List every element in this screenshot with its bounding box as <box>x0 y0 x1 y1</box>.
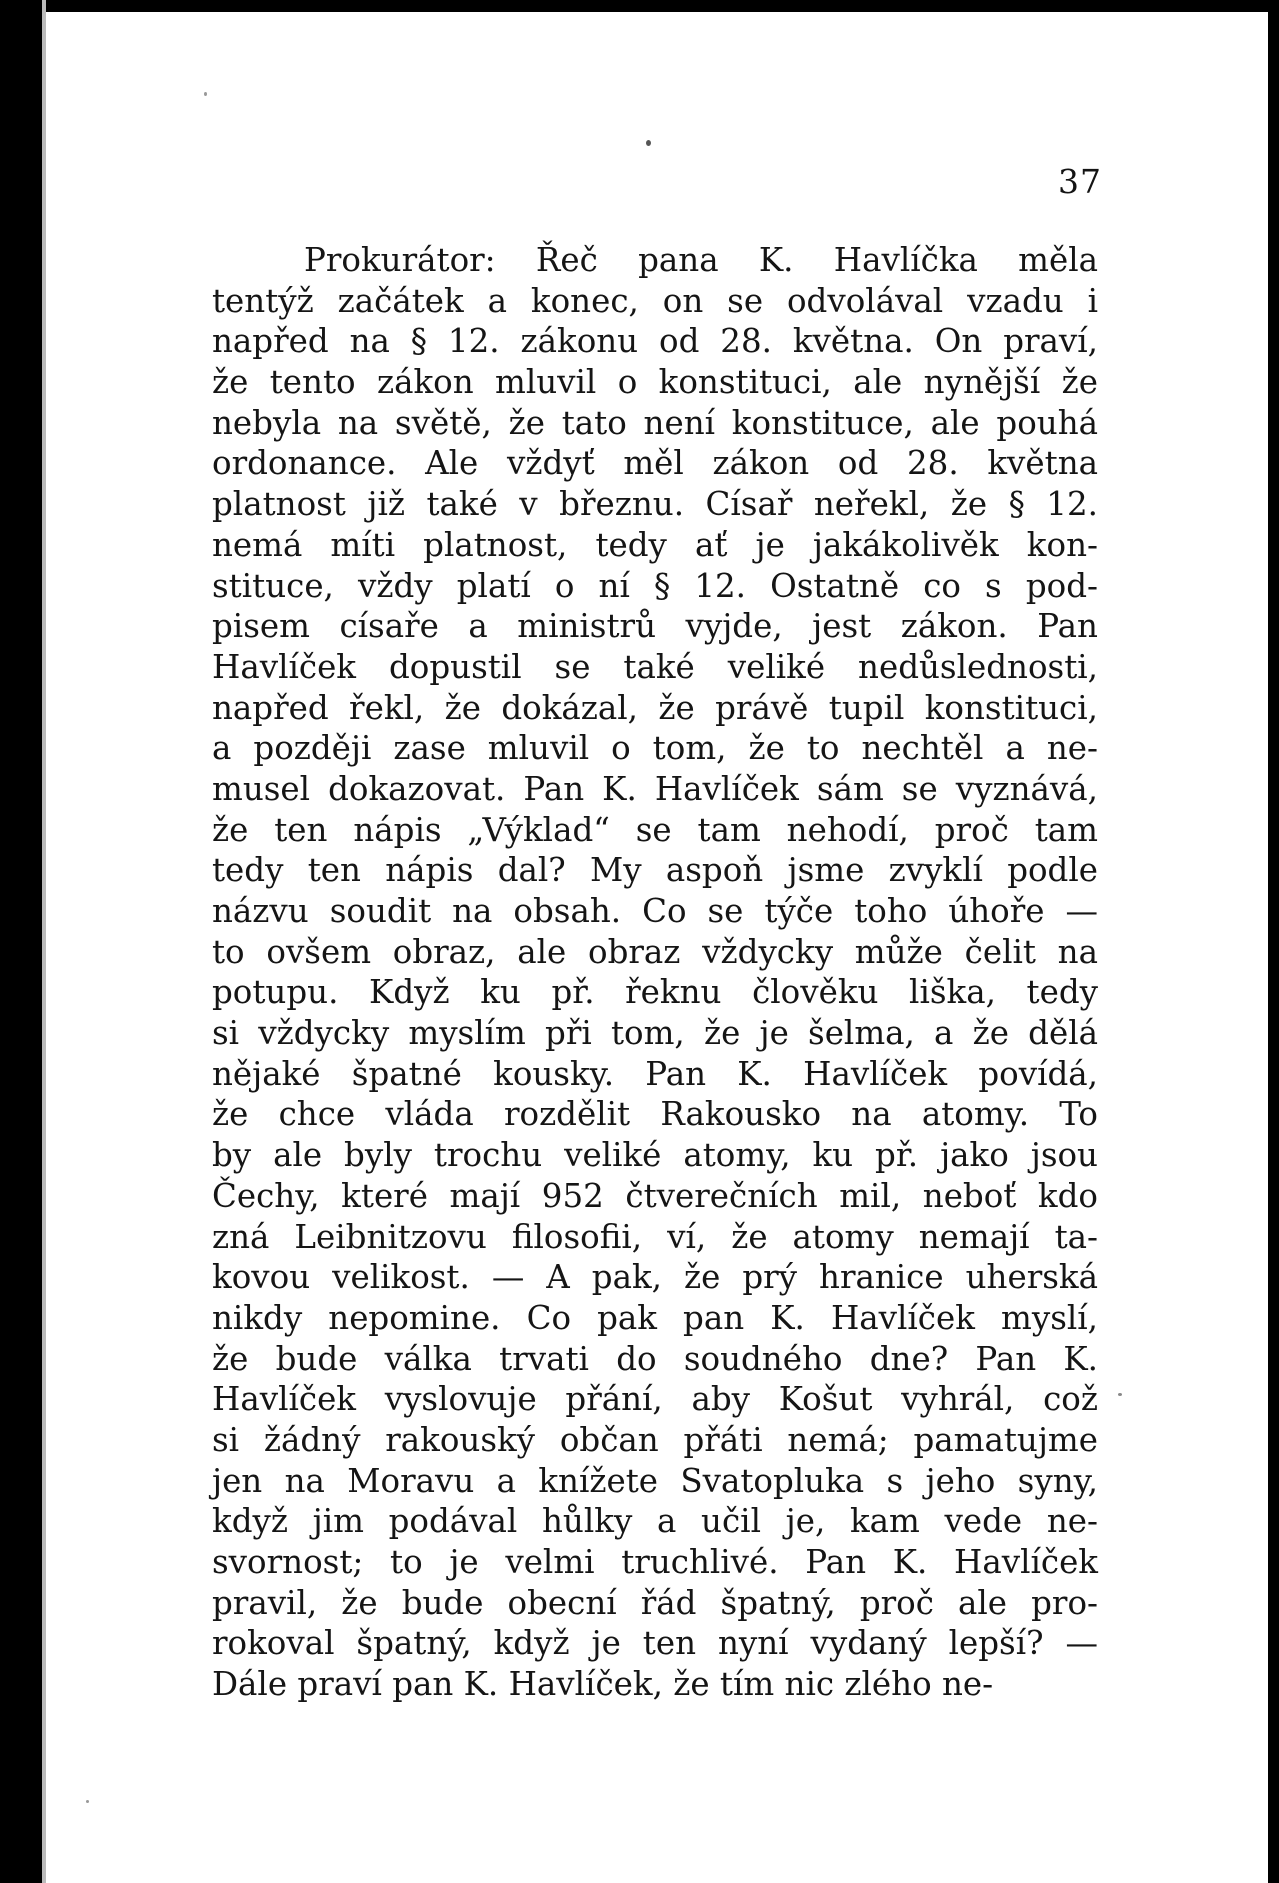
text-line: si vždycky myslím při tom, že je šelma, a že dělá <box>212 1014 1098 1053</box>
text-line: kovou velikost. — A pak, že prý hranice uherská <box>212 1258 1098 1297</box>
text-line: stituce, vždy platí o ní § 12. Ostatně co s pod- <box>212 566 1098 605</box>
text-line: pravil, že bude obecní řád špatný, proč ale pro- <box>212 1583 1098 1622</box>
scan-border-right <box>1268 0 1279 1883</box>
text-line: nemá míti platnost, tedy ať je jakákolivěk kon- <box>212 525 1098 564</box>
text-line: že chce vláda rozdělit Rakousko na atomy. To <box>212 1095 1098 1134</box>
text-line: jen na Moravu a knížete Svatopluka s jeho syny, <box>212 1461 1098 1500</box>
dust-speck <box>204 92 207 96</box>
text-line: by ale byly trochu veliké atomy, ku př. jako jsou <box>212 1136 1098 1175</box>
text-line: tentýž začátek a konec, on se odvolával vzadu i <box>212 281 1098 320</box>
scan-border-left <box>0 0 42 1883</box>
scan-border-left-shadow <box>42 0 46 1883</box>
text-line: Čechy, které mají 952 čtverečních mil, neboť kdo <box>212 1176 1098 1215</box>
text-line: že ten nápis „Výklad“ se tam nehodí, proč tam <box>212 810 1098 849</box>
text-line: si žádný rakouský občan přáti nemá; pamatujme <box>212 1420 1098 1459</box>
text-line: že tento zákon mluvil o konstituci, ale nynější že <box>212 363 1098 402</box>
text-line: napřed řekl, že dokázal, že právě tupil konstituci, <box>212 688 1098 727</box>
text-line: napřed na § 12. zákonu od 28. května. On praví, <box>212 322 1098 361</box>
dust-speck <box>1118 1393 1122 1396</box>
text-line: a později zase mluvil o tom, že to nechtěl a ne- <box>212 729 1098 768</box>
text-line: názvu soudit na obsah. Co se týče toho úhoře — <box>212 892 1098 930</box>
text-line: rokoval špatný, když je ten nyní vydaný lepší? — <box>212 1624 1098 1663</box>
text-line: ordonance. Ale vždyť měl zákon od 28. května <box>212 444 1098 483</box>
text-line: když jim podával hůlky a učil je, kam vede ne- <box>212 1502 1098 1541</box>
text-line: to ovšem obraz, ale obraz vždycky může čelit na <box>212 932 1098 971</box>
text-line: Prokurátor: Řeč pana K. Havlíčka měla <box>304 241 1098 279</box>
text-line: Havlíček dopustil se také veliké nedůslednosti, <box>212 647 1098 686</box>
text-line: nějaké špatné kousky. Pan K. Havlíček povídá, <box>212 1054 1098 1093</box>
dust-speck <box>86 1800 89 1803</box>
text-line: zná Leibnitzovu filosofii, ví, že atomy nemají ta- <box>212 1217 1098 1256</box>
text-line: Dále praví pan K. Havlíček, že tím nic zlého ne- <box>212 1665 994 1704</box>
text-line: musel dokazovat. Pan K. Havlíček sám se vyznává, <box>212 769 1098 808</box>
text-line: nikdy nepomine. Co pak pan K. Havlíček myslí, <box>212 1298 1098 1337</box>
text-line: nebyla na světě, že tato není konstituce, ale pouhá <box>212 403 1098 442</box>
text-line: Havlíček vyslovuje přání, aby Košut vyhrál, což <box>212 1380 1098 1419</box>
text-line: tedy ten nápis dal? My aspoň jsme zvyklí podle <box>212 851 1098 890</box>
text-line: že bude válka trvati do soudného dne? Pan K. <box>212 1339 1098 1378</box>
text-line: pisem císaře a ministrů vyjde, jest zákon. Pan <box>212 607 1098 646</box>
text-line: svornost; to je velmi truchlivé. Pan K. Havlíček <box>212 1543 1098 1581</box>
page-number: 37 <box>1058 162 1102 201</box>
text-line: potupu. Když ku př. řeknu člověku liška, tedy <box>212 973 1098 1012</box>
scan-border-top <box>0 0 1279 12</box>
text-line: platnost již také v březnu. Císař neřekl, že § 12. <box>212 485 1098 524</box>
body-text <box>212 240 1098 1705</box>
dust-speck <box>646 140 651 146</box>
